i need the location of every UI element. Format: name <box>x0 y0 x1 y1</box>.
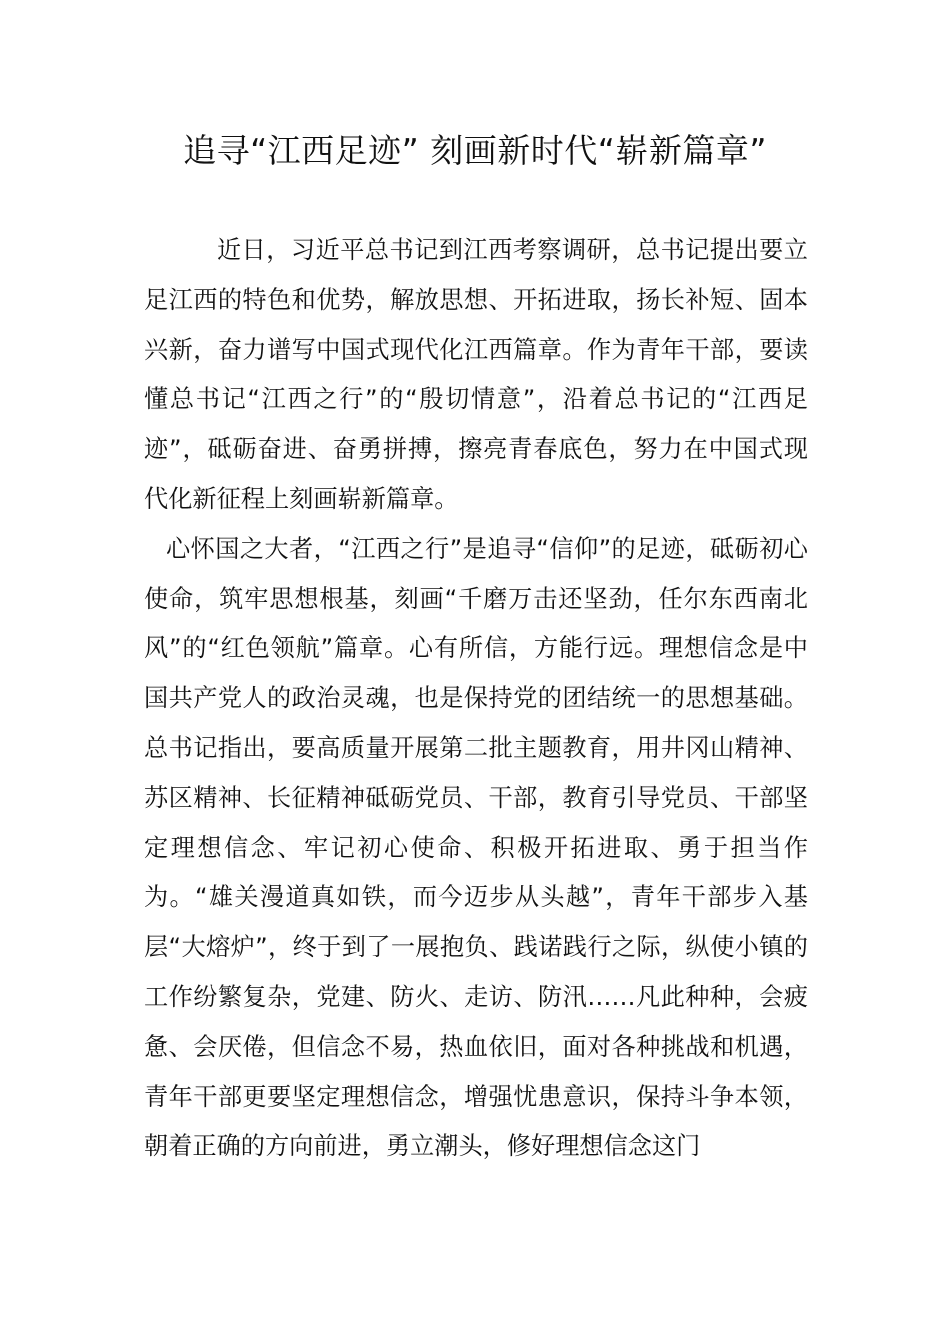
document-body <box>144 226 808 1172</box>
document-title: 追寻“江西足迹” 刻画新时代“崭新篇章” <box>183 131 767 170</box>
paragraph-2: 心怀国之大者，“江西之行”是追寻“信仰”的足迹，砥砺初心使命，筑牢思想根基，刻画“千磨万击还坚劲，任尔东西南北风”的“红色领航”篇章。心有所信，方能行远。理想信念是中国共产党人的政治灵魂，也是保持党的团结统一的思想基础。总书记指出，要高质量开展第二批主题教育，用井冈山精神、苏区精神、长征精神砥砺党员、干部，教育引导党员、干部坚定理想信念、牢记初心使命、积极开拓进取、勇于担当作为。“雄关漫道真如铁，而今迈步从头越”，青年干部步入基层“大熔炉”，终于到了一展抱负、践诺践行之际，纵使小镇的工作纷繁复杂，党建、防火、走访、防汛……凡此种种，会疲惫、会厌倦，但信念不易，热血依旧，面对各种挑战和机遇，青年干部更要坚定理想信念，增强忧患意识，保持斗争本领，朝着正确的方向前进，勇立潮头，修好理想信念这门 <box>144 534 808 1161</box>
paragraph-1: 近日，习近平总书记到江西考察调研，总书记提出要立足江西的特色和优势，解放思想、开拓进取，扬长补短、固本兴新，奋力谱写中国式现代化江西篇章。作为青年干部，要读懂总书记“江西之行”的“殷切情意”，沿着总书记的“江西足迹”，砥砺奋进、奋勇拼搏，擦亮青春底色，努力在中国式现代化新征程上刻画崭新篇章。 <box>144 236 808 513</box>
